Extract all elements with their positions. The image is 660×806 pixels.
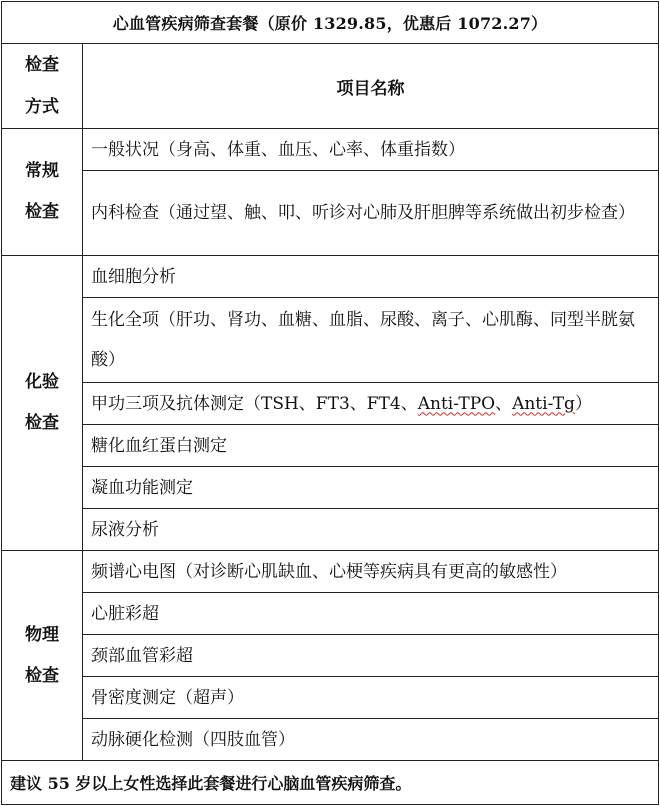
item-arteriosclerosis: 动脉硬化检测（四肢血管）: [83, 719, 659, 761]
category-physical-line2: 检查: [25, 665, 59, 686]
footer-row: [2, 761, 659, 805]
method-header-line1: 检查: [25, 55, 59, 75]
item-urine: 尿液分析: [83, 509, 659, 551]
table-row: [2, 719, 659, 761]
table-row: [2, 635, 659, 677]
item-echo: 心脏彩超: [83, 593, 659, 635]
screening-package-table: [1, 1, 659, 805]
thyroid-suffix: ）: [574, 393, 592, 414]
thyroid-anti-tpo: Anti-TPO: [417, 393, 496, 414]
table-row: [2, 171, 659, 256]
table-row: [2, 593, 659, 635]
table-row: [2, 551, 659, 593]
item-bone-density: 骨密度测定（超声）: [83, 677, 659, 719]
table-row: [2, 298, 659, 383]
category-routine-line1: 常规: [25, 161, 59, 181]
thyroid-prefix: 甲功三项及抗体测定（TSH、FT3、FT4、: [91, 393, 418, 414]
method-header-line2: 方式: [25, 97, 59, 117]
table-row: [2, 129, 659, 171]
category-physical: [2, 551, 83, 761]
recommendation-note: 建议 55 岁以上女性选择此套餐进行心脑血管疾病筛查。: [2, 761, 659, 805]
table-row: [2, 383, 659, 425]
thyroid-anti-tg: Anti-Tg: [512, 393, 575, 414]
table-row: [2, 256, 659, 298]
category-lab-line1: 化验: [25, 372, 59, 392]
item-coagulation: 凝血功能测定: [83, 467, 659, 509]
table-row: [2, 467, 659, 509]
category-routine-line2: 检查: [25, 202, 59, 222]
item-blood-cell: 血细胞分析: [83, 256, 659, 298]
item-carotid: 颈部血管彩超: [83, 635, 659, 677]
category-lab: [2, 256, 83, 551]
item-hba1c: 糖化血红蛋白测定: [83, 425, 659, 467]
item-biochem: 生化全项（肝功、肾功、血糖、血脂、尿酸、离子、心肌酶、同型半胱氨酸）: [83, 298, 659, 383]
category-lab-line2: 检查: [25, 413, 59, 433]
items-header: 项目名称: [83, 44, 659, 129]
category-routine: [2, 129, 83, 256]
item-thyroid: [83, 383, 659, 425]
header-row: [2, 44, 659, 129]
item-general-status: 一般状况（身高、体重、血压、心率、体重指数）: [83, 129, 659, 171]
item-internal-exam: 内科检查（通过望、触、叩、听诊对心肺及肝胆脾等系统做出初步检查）: [83, 171, 659, 256]
method-header: [2, 44, 83, 129]
table-row: [2, 677, 659, 719]
table-row: [2, 509, 659, 551]
item-ecg: 频谱心电图（对诊断心肌缺血、心梗等疾病具有更高的敏感性）: [83, 551, 659, 593]
title-row: [2, 2, 659, 44]
package-title: 心血管疾病筛查套餐（原价 1329.85，优惠后 1072.27）: [2, 2, 659, 44]
table-row: [2, 425, 659, 467]
thyroid-sep: 、: [495, 393, 513, 414]
category-physical-line1: 物理: [25, 624, 59, 645]
